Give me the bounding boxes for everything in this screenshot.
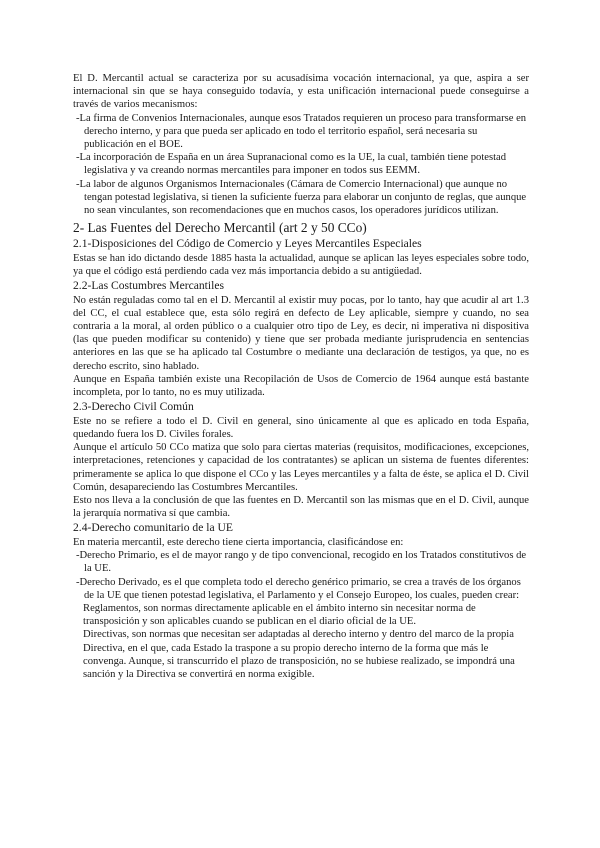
section-2-1-heading: 2.1-Disposiciones del Código de Comercio y Leyes Mercantiles Especiales (73, 237, 422, 251)
section-2-3-heading: 2.3-Derecho Civil Común (73, 400, 194, 414)
section-2-3-paragraph-3: Esto nos lleva a la conclusión de que las fuentes en D. Mercantil son las mismas que en el D. Civil, aunque la jerarquía normativa sí que cambia. (73, 494, 529, 520)
section-2-2-paragraph-2: Aunque en España también existe una Recopilación de Usos de Comercio de 1964 aunque está bastante incompleta, por lo tanto, no es muy utilizada. (73, 373, 529, 399)
section-2-4-sub-reglamentos: Reglamentos, son normas directamente aplicable en el ámbito interno sin necesitar norma de transposición y son aplicables cuando se publican en el diario oficial de la UE. (83, 602, 476, 628)
section-2-4-sub-directivas: Directivas, son normas que necesitan ser adaptadas al derecho interno y dentro del marco de la propia Directiva, en el que, cada Estado la traspone a su propio derecho interno de la forma que más le convenga. Aunque, si transcurrido el plazo de transposición, no se hubiese realizado, se impondrá una sanción y la Directiva se convertirá en norma exigible. (83, 629, 515, 680)
document-page (73, 72, 529, 681)
section-2-4-item-primario: -Derecho Primario, es el de mayor rango y de tipo convencional, recogido en los Tratados constitutivos de la UE. (76, 550, 527, 575)
intro-paragraph: El D. Mercantil actual se caracteriza por su acusadísima vocación internacional, ya que, aspira a ser internacional sin que se haya conseguido todavía, y esta unificación internacional puede conseguirse a través de varios mecanismos: (73, 73, 529, 111)
section-2-3-paragraph-2: Aunque el artículo 50 CCo matiza que solo para ciertas materias (requisitos, modificaciones, excepciones, interpretaciones, retenciones y capacidad de los contratantes) se aplican un sistema de fuentes diferentes: primeramente se aplica lo que dispone el CCo y las Leyes mercantiles y a falta de éste, se aplica el D. Civil Común, desapareciendo las Costumbres Mercantiles. (73, 442, 529, 493)
section-2-2-paragraph-1: No están reguladas como tal en el D. Mercantil al existir muy pocas, por lo tanto, hay que acudir al art 1.3 del CC, el cual establece que, esta sólo regirá en defecto de Ley aplicable, siempre y cuando, no sea contraria a la moral, al orden público o a cualquier otro tipo de Ley, es decir, ni imperativa ni dispositiva (las que pueden modificar su contenido) y tiene que ser probada mediante jurisprudencia en sentencias anteriores en las que se ha aplicado tal Costumbre o mediante una declaración de testigos, ya que, no es derecho escrito, sino hablado. (73, 294, 529, 372)
section-2-1-paragraph: Estas se han ido dictando desde 1885 hasta la actualidad, aunque se aplican las leyes especiales sobre todo, ya que el código está perdiendo cada vez más importancia debido a su antigüedad. (73, 252, 529, 277)
section-2-heading: 2- Las Fuentes del Derecho Mercantil (art 2 y 50 CCo) (73, 220, 367, 236)
section-2-4-item-derivado: -Derecho Derivado, es el que completa todo el derecho genérico primario, se crea a través de los órganos de la UE que tienen potestad legislativa, el Parlamento y el Consejo Europeo, los cuales, pueden crear: (76, 576, 521, 601)
section-2-3-paragraph-1: Este no se refiere a todo el D. Civil en general, sino únicamente al que es aplicado en toda España, quedando fuera los D. Civiles forales. (73, 415, 529, 440)
section-2-4-paragraph: En materia mercantil, este derecho tiene cierta importancia, clasificándose en: (73, 536, 404, 548)
intro-item-convenios: -La firma de Convenios Internacionales, aunque esos Tratados requieren un proceso para transformarse en derecho interno, y para que pueda ser aplicado en todo el territorio español, será necesaria su publicación en el BOE. (76, 112, 527, 151)
intro-item-organismos: -La labor de algunos Organismos Internacionales (Cámara de Comercio Internacional) que aunque no tengan potestad legislativa, si tienen la suficiente fuerza para elaborar un conjunto de reglas, que aunque no sean vinculantes, son recomendaciones que en muchos casos, los operadores jurídicos utilizan. (76, 178, 527, 217)
intro-item-ue: -La incorporación de España en un área Supranacional como es la UE, la cual, también tiene potestad legislativa y va creando normas mercantiles para imponer en todos sus EEMM. (76, 152, 507, 177)
section-2-2-heading: 2.2-Las Costumbres Mercantiles (73, 279, 225, 293)
section-2-4-heading: 2.4-Derecho comunitario de la UE (73, 521, 233, 535)
